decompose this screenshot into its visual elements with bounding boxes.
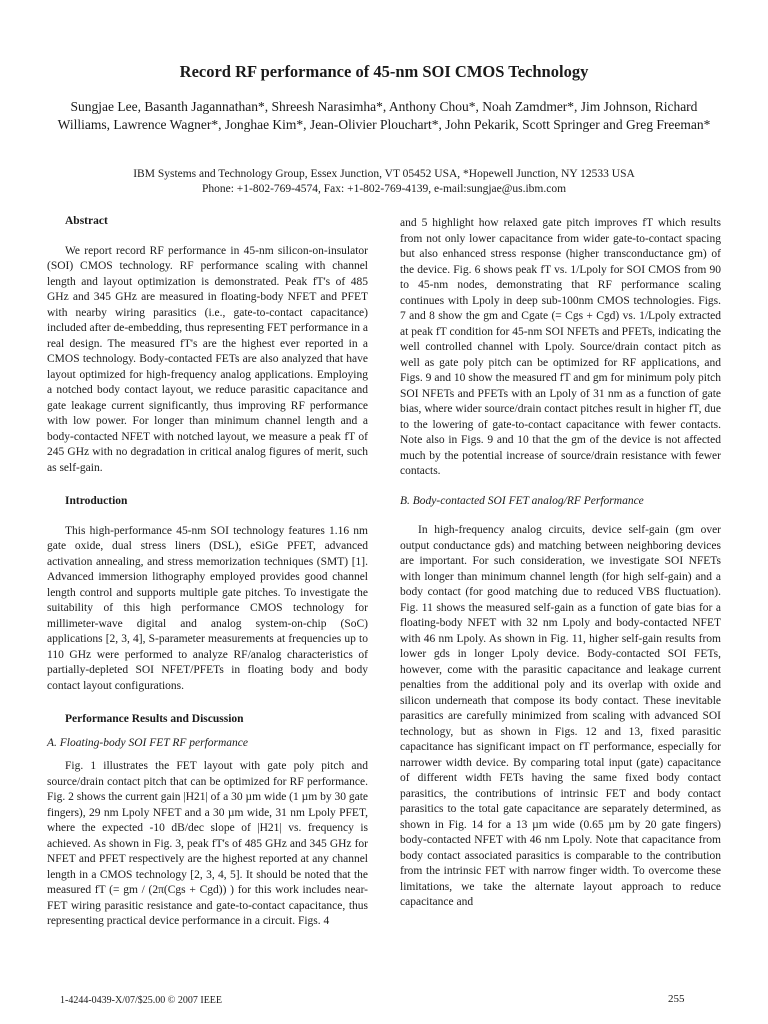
copyright-footer: 1-4244-0439-X/07/$25.00 © 2007 IEEE <box>60 995 223 1006</box>
left-column <box>47 214 368 930</box>
abstract-heading: Abstract <box>65 215 108 227</box>
subsection-a-heading: A. Floating-body SOI FET RF performance <box>47 736 249 749</box>
subsection-a-text: Fig. 1 illustrates the FET layout with gate poly pitch and source/drain contact pitch that can be optimized for RF performance. Fig. 2 shows the current gain |H21| of a 30 µm wide (1 µm by 30 gate fingers), 29 nm Lpoly NFET and a 30 µm wide, 31 nm Lpoly PFET, where the expected -10 dB/dec slope of |H21| vs. frequency is achieved. As shown in Fig. 3, peak fT's of 485 GHz and 345 GHz for NFET and PFET respectively are the highest reported at any channel length in a CMOS technology [2, 3, 4, 5]. It should be noted that the measured fT (= gm / (2π(Cgs + Cgd)) ) for this work includes near-FET wiring parasitic resistance and gate-to-contact capacitance, thus representing practical device performance in a circuit. Figs. 4 <box>47 760 368 927</box>
affiliation-block <box>50 167 718 197</box>
affiliation-line: IBM Systems and Technology Group, Essex Junction, VT 05452 USA, *Hopewell Junction, NY 12533 USA <box>133 168 635 180</box>
author-list: Sungjae Lee, Basanth Jagannathan*, Shreesh Narasimha*, Anthony Chou*, Noah Zamdmer*, Jim Johnson, Richard Williams, Lawrence Wagner*, Jonghae Kim*, Jean-Olivier Plouchart*, John Pekarik, Scott Springer and Greg Freeman* <box>57 99 711 132</box>
results-heading: Performance Results and Discussion <box>65 713 244 725</box>
subsection-b-text: In high-frequency analog circuits, device self-gain (gm over output conductance gds) and matching between neighboring devices are important. For such consideration, we investigate SOI NFETs with longer than minimum channel length (for high self-gain) and a body contact (for good matching due to reduced VBS fluctuation). Fig. 11 shows the measured self-gain as a function of gate bias for a floating-body NFET with 32 nm Lpoly and body-contacted NFET with 46 nm Lpoly. As shown in Fig. 11, higher self-gain results from lower gds in longer Lpoly device. Body-contacted SOI FETs, however, come with the parasitic capacitance and leakage current penalties from the additional poly and its overlap with oxide and silicon underneath that compose its body contact. These inevitable parasitics are carefully minimized from scaling with advanced SOI technology, but as shown in Figs. 12 and 13, fixed parasitic capacitance has significant impact on fT performance, especially for narrower width device. By comparing total input (gate) capacitance of different width FETs having the same fixed body contact parasitics, the contributions of intrinsic FET and body contact parasitics to the total gate capacitance are separately determined, as shown in Fig. 14 for a 13 µm wide (0.65 µm by 20 gate fingers) body-contacted NFET with 46 nm Lpoly. Note that capacitance from body contact associated parasitics is comparable to the contribution from the intrinsic FET with narrow finger width. To overcome these limitations, we take the alternate layout approach to reduce capacitance and <box>400 524 721 908</box>
subsection-a-text-continued: and 5 highlight how relaxed gate pitch improves fT which results from not only lower capacitance from wider gate-to-contact spacing but also enhanced stress response (higher transconductance gm) of the device. Fig. 6 shows peak fT vs. 1/Lpoly for SOI CMOS from 90 to 45-nm nodes, demonstrating that RF performance scaling continues with Lpoly in deep sub-100nm CMOS technologies. Figs. 7 and 8 show the gm and Cgate (= Cgs + Cgd) vs. 1/Lpoly extracted at peak fT condition for 45-nm SOI NFETs and PFETs, indicating the well controlled channel with Lpoly. Source/drain contact pitch as well as gate poly pitch can be optimized for RF applications, and Figs. 9 and 10 show the measured fT and gm for minimum poly pitch SOI NFETs and PFETs with an Lpoly of 31 nm as a function of gate bias, where wider source/drain contact pitches result in higher fT, due to the lowering of gate-to-contact capacitance with fewer contacts. Note also in Figs. 9 and 10 that the gm of the device is not affected much by the potential increase of source/drain resistance with fewer contacts. <box>400 217 721 477</box>
introduction-text: This high-performance 45-nm SOI technology features 1.16 nm gate oxide, dual stress liners (DSL), eSiGe PFET, advanced activation annealing, and stress memorization techniques (SMT) [1]. Advanced immersion lithography employed provides good channel length control and supports multiple gate pitches. To investigate the suitability of this high performance CMOS technology for millimeter-wave digital and analog system-on-chip (SoC) applications [2, 3, 4], S-parameter measurements at frequencies up to 110 GHz were performed to analyze RF/analog characteristics of partially-depleted SOI NFET/PFETs in floating body and body contact layout configurations. <box>47 524 368 692</box>
subsection-b-heading: B. Body-contacted SOI FET analog/RF Performance <box>400 494 644 507</box>
contact-line: Phone: +1-802-769-4574, Fax: +1-802-769-4139, e-mail:sungjae@us.ibm.com <box>201 183 567 195</box>
right-column <box>400 216 721 911</box>
introduction-heading: Introduction <box>65 495 128 507</box>
abstract-text: We report record RF performance in 45-nm silicon-on-insulator (SOI) CMOS technology. RF performance scaling with channel length and layout optimization is demonstrated. Peak fT's of 485 GHz and 345 GHz are measured in floating-body NFET and PFET with nearby wiring parasitics (i.e., gate-to-contact capacitance) included after de-embedding, thus representing FET performance in a real design. The measured fT's are the highest ever reported in a CMOS technology. Body-contacted FETs are also analyzed that have layout optimized for high-frequency analog applications. Employing a notched body contact layout, we reduce parasitic capacitance and gate leakage current significantly, thus improving RF performance with low power. For longer than minimum channel length and a body-contacted NFET with notched layout, we measure a peak fT of 245 GHz with no degradation in critical analog figures of merit, such as self-gain. <box>47 244 368 474</box>
page-number: 255 <box>668 993 685 1005</box>
paper-title: Record RF performance of 45-nm SOI CMOS Technology <box>179 62 589 81</box>
